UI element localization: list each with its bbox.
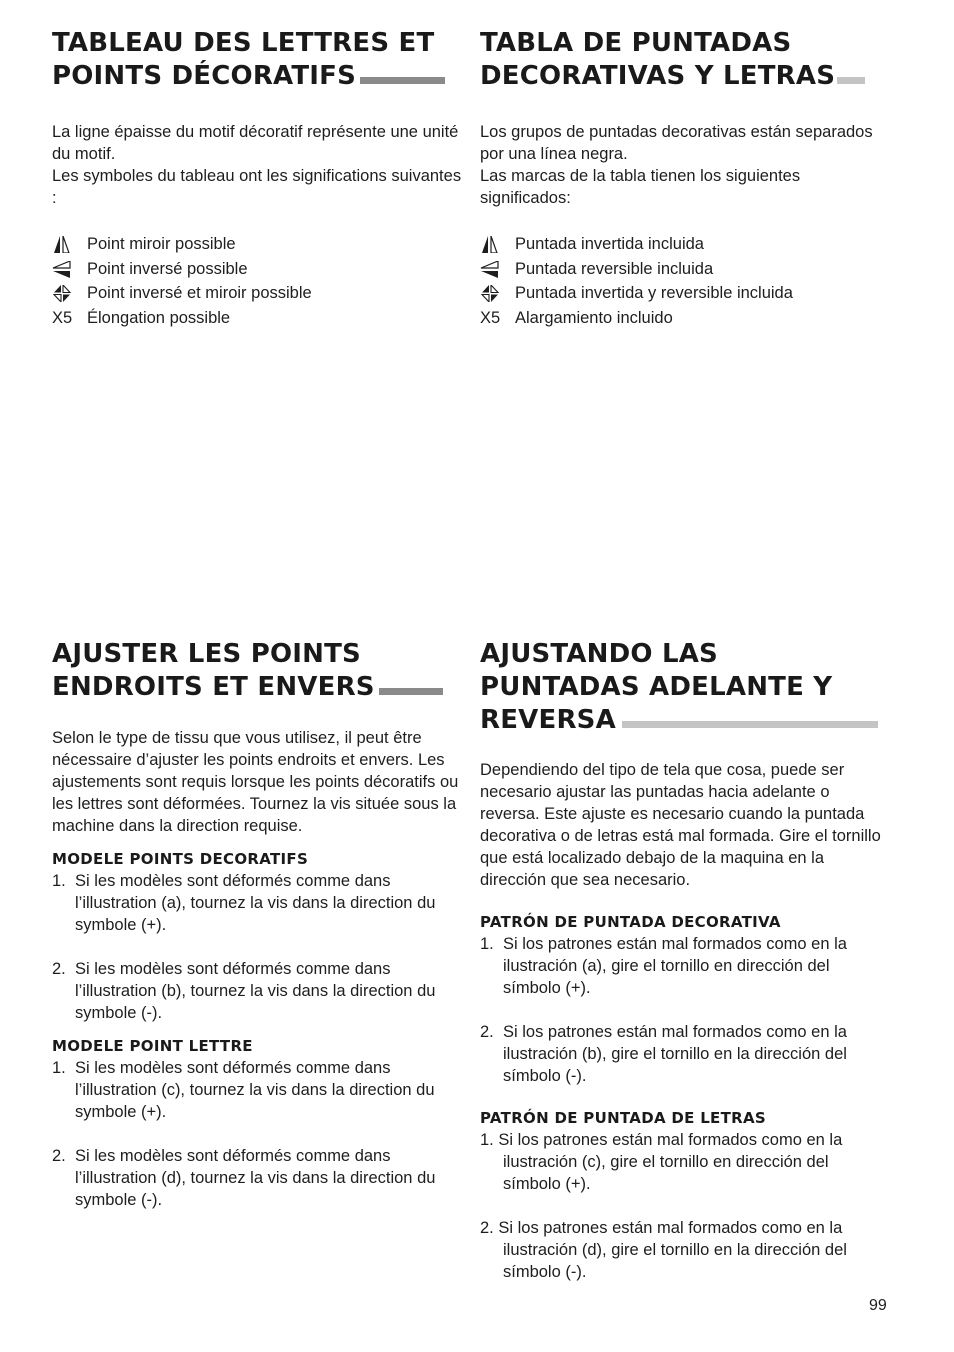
fr-legend — [52, 232, 462, 330]
fr-adjust-title — [52, 638, 462, 704]
legend-item — [52, 257, 462, 282]
list-item: 2. Si los patrones están mal formados como en la ilustración (d), gire el tornillo en la dirección del símbolo (-). — [480, 1219, 847, 1281]
legend-text: Puntada reversible incluida — [515, 259, 714, 278]
fr-adjust-title-line1: AJUSTER LES POINTS — [52, 639, 361, 669]
reverse-mirror-icon — [52, 285, 72, 302]
fr-adjust-intro: Selon le type de tissu que vous utilisez, il peut être nécessaire d’ajuster les points endroits et envers. Les ajustements sont requis lorsque les points décoratifs ou les lettres sont déformées. Tournez la vis située sous la machine dans la direction requise. — [52, 729, 459, 835]
list-item — [52, 1057, 462, 1123]
es-adjust-title — [480, 638, 890, 737]
es-table-title — [480, 27, 890, 93]
title-rule — [360, 77, 445, 84]
fr-table-intro-1: La ligne épaisse du motif décoratif représente une unité du motif. — [52, 123, 459, 163]
legend-text: Puntada invertida y reversible incluida — [515, 284, 793, 302]
fr-table-title-line1: TABLEAU DES LETTRES ET — [52, 28, 435, 58]
fr-table-section — [52, 27, 462, 330]
reverse-icon — [480, 261, 500, 278]
list-text: Si les modèles sont déformés comme dans l’illustration (c), tournez la vis dans la direction du symbole (+). — [75, 1059, 435, 1121]
es-table-intro-1: Los grupos de puntadas decorativas están separados por una línea negra. — [480, 123, 873, 163]
list-number: 1. — [52, 1059, 66, 1077]
mirror-icon — [52, 236, 72, 253]
legend-item — [480, 306, 890, 331]
legend-text: Alargamiento incluido — [515, 308, 673, 327]
es-adjust-title-line1: AJUSTANDO LAS — [480, 639, 718, 669]
legend-text: Élongation possible — [87, 308, 231, 327]
title-rule — [837, 77, 865, 84]
title-rule — [379, 688, 443, 695]
fr-adjust-title-line2: ENDROITS ET ENVERS — [52, 672, 375, 702]
fr-sub-letter-heading: MODELE POINT LETTRE — [52, 1037, 253, 1055]
fr-table-title-line2: POINTS DÉCORATIFS — [52, 61, 357, 91]
title-rule — [622, 721, 878, 728]
page-number: 99 — [869, 1297, 887, 1314]
fr-sub-decorative-heading: MODELE POINTS DECORATIFS — [52, 850, 309, 868]
es-adjust-title-line3: REVERSA — [480, 705, 616, 735]
fr-table-title — [52, 27, 462, 93]
list-item — [52, 870, 462, 936]
mirror-icon — [480, 236, 500, 253]
es-adjust-intro: Dependiendo del tipo de tela que cosa, puede ser necesario ajustar las puntadas hacia adelante o reversa. Este ajuste es necesario cuando la puntada decorativa o de letras está mal formada. Gire el tornillo que está localizado debajo de la maquina en la dirección que sea necesario. — [480, 761, 881, 889]
list-text: Si les modèles sont déformés comme dans l’illustration (a), tournez la vis dans la direction du symbole (+). — [75, 872, 436, 934]
legend-text: Puntada invertida incluida — [515, 235, 704, 253]
elongation-code: X5 — [480, 308, 501, 327]
legend-text: Point inversé possible — [87, 259, 248, 278]
list-item — [52, 1145, 462, 1211]
es-table-title-line2: DECORATIVAS Y LETRAS — [480, 61, 836, 91]
es-table-title-line1: TABLA DE PUNTADAS — [480, 28, 792, 58]
list-number: 2. — [52, 1147, 66, 1165]
list-item: 1. Si los patrones están mal formados como en la ilustración (c), gire el tornillo en dirección del símbolo (+). — [480, 1131, 843, 1193]
list-text: Si los patrones están mal formados como en la ilustración (a), gire el tornillo en dirección del símbolo (+). — [503, 935, 847, 997]
list-number: 1. — [480, 935, 494, 953]
list-item — [52, 958, 462, 1024]
es-table-section — [480, 27, 890, 330]
legend-item — [52, 232, 462, 257]
es-adjust-title-line2: PUNTADAS ADELANTE Y — [480, 672, 833, 702]
es-table-intro-2: Las marcas de la tabla tienen los siguientes significados: — [480, 167, 801, 207]
es-sub-decorative-heading: PATRÓN DE PUNTADA DECORATIVA — [480, 913, 781, 931]
reverse-icon — [52, 261, 72, 278]
es-legend — [480, 232, 890, 330]
legend-text: Point miroir possible — [87, 235, 236, 253]
list-item — [480, 1021, 890, 1087]
legend-item — [480, 257, 890, 282]
fr-adjust-section — [52, 638, 462, 1211]
list-number: 2. — [52, 960, 66, 978]
list-number: 2. — [480, 1023, 494, 1041]
list-number: 1. — [52, 872, 66, 890]
list-item — [480, 933, 890, 999]
list-text: Si les modèles sont déformés comme dans l’illustration (b), tournez la vis dans la direction du symbole (-). — [75, 960, 436, 1022]
legend-item — [52, 306, 462, 331]
list-text: Si les modèles sont déformés comme dans l’illustration (d), tournez la vis dans la direction du symbole (-). — [75, 1147, 436, 1209]
legend-text: Point inversé et miroir possible — [87, 284, 312, 302]
elongation-code: X5 — [52, 308, 73, 327]
legend-item — [480, 281, 890, 306]
legend-item — [52, 281, 462, 306]
es-sub-letter-heading: PATRÓN DE PUNTADA DE LETRAS — [480, 1109, 766, 1127]
fr-table-intro-2: Les symboles du tableau ont les significations suivantes : — [52, 167, 462, 207]
legend-item — [480, 232, 890, 257]
es-adjust-section — [480, 638, 890, 1283]
reverse-mirror-icon — [480, 285, 500, 302]
list-text: Si los patrones están mal formados como en la ilustración (b), gire el tornillo en la dirección del símbolo (-). — [503, 1023, 847, 1085]
